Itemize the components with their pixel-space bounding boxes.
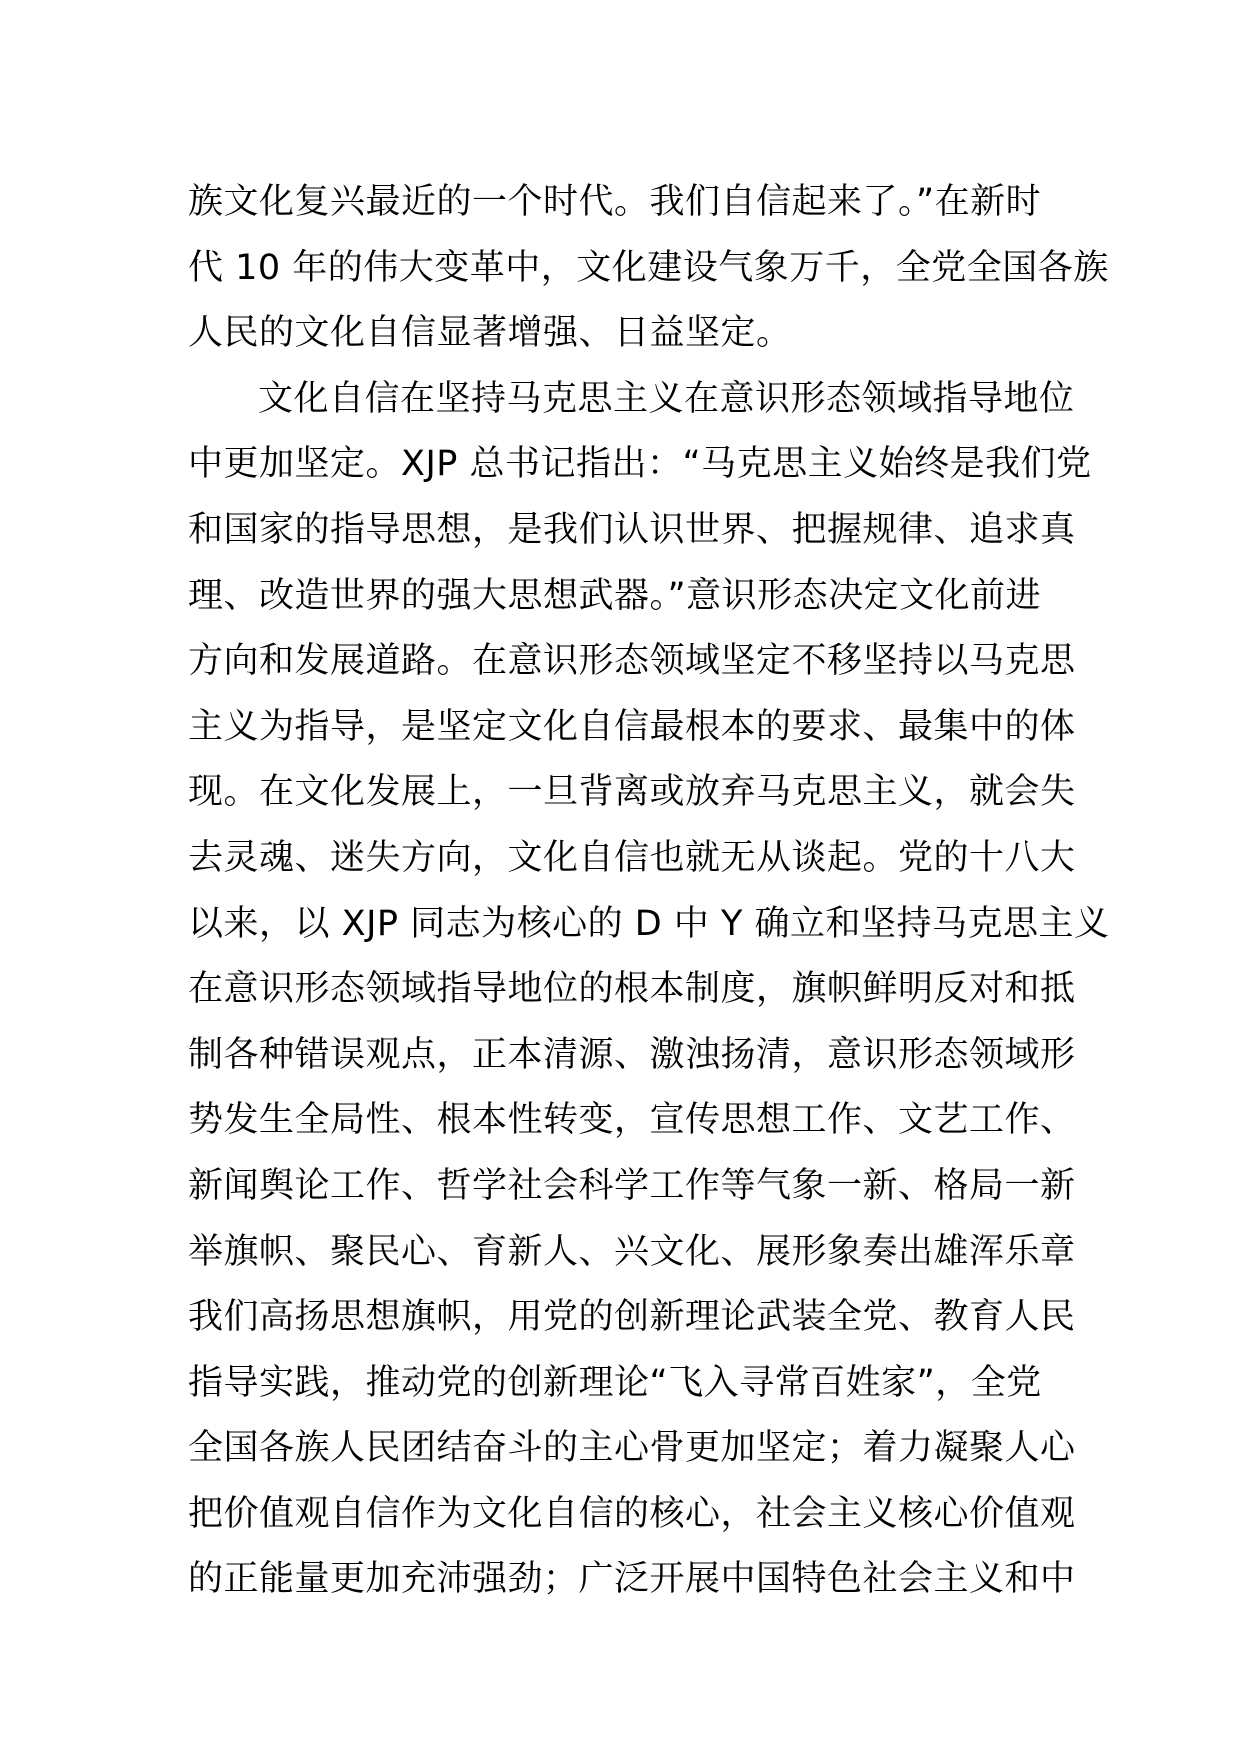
text-line: 制各种错误观点，正本清源、激浊扬清，意识形态领域形 xyxy=(188,1034,1076,1075)
text-line: 指导实践，推动党的创新理论“飞入寻常百姓家”，全党 xyxy=(188,1362,1042,1403)
text-line: 全国各族人民团结奋斗的主心骨更加坚定；着力凝聚人心 xyxy=(188,1428,1076,1469)
text-line: 把价值观自信作为文化自信的核心，社会主义核心价值观 xyxy=(188,1493,1076,1534)
text-line: 去灵魂、迷失方向，文化自信也就无从谈起。党的十八大 xyxy=(188,837,1076,878)
text-line: 以来，以 XJP 同志为核心的 D 中 Y 确立和坚持马克思主义 xyxy=(188,903,1110,944)
text-line: 和国家的指导思想，是我们认识世界、把握规律、追求真 xyxy=(188,509,1076,550)
body-text xyxy=(188,170,1110,1613)
text-line: 我们高扬思想旗帜，用党的创新理论武装全党、教育人民 xyxy=(188,1297,1076,1338)
text-line: 方向和发展道路。在意识形态领域坚定不移坚持以马克思 xyxy=(188,641,1076,682)
text-line: 在意识形态领域指导地位的根本制度，旗帜鲜明反对和抵 xyxy=(188,969,1076,1010)
text-line: 人民的文化自信显著增强、日益坚定。 xyxy=(188,313,792,354)
text-line: 新闻舆论工作、哲学社会科学工作等气象一新、格局一新 xyxy=(188,1165,1076,1206)
text-line: 现。在文化发展上，一旦背离或放弃马克思主义，就会失 xyxy=(188,772,1076,813)
text-line: 中更加坚定。XJP 总书记指出：“马克思主义始终是我们党 xyxy=(188,444,1092,485)
text-line: 主义为指导，是坚定文化自信最根本的要求、最集中的体 xyxy=(188,706,1076,747)
text-line: 代 10 年的伟大变革中，文化建设气象万千，全党全国各族 xyxy=(188,247,1109,288)
text-line: 理、改造世界的强大思想武器。”意识形态决定文化前进 xyxy=(188,575,1042,616)
text-line: 族文化复兴最近的一个时代。我们自信起来了。”在新时 xyxy=(188,182,1042,222)
text-line: 势发生全局性、根本性转变，宣传思想工作、文艺工作、 xyxy=(188,1100,1076,1141)
paragraph-first-line: 文化自信在坚持马克思主义在意识形态领域指导地位 xyxy=(258,378,1075,419)
text-line: 举旗帜、聚民心、育新人、兴文化、展形象奏出雄浑乐章 xyxy=(188,1231,1076,1272)
text-line: 的正能量更加充沛强劲；广泛开展中国特色社会主义和中 xyxy=(188,1559,1076,1600)
